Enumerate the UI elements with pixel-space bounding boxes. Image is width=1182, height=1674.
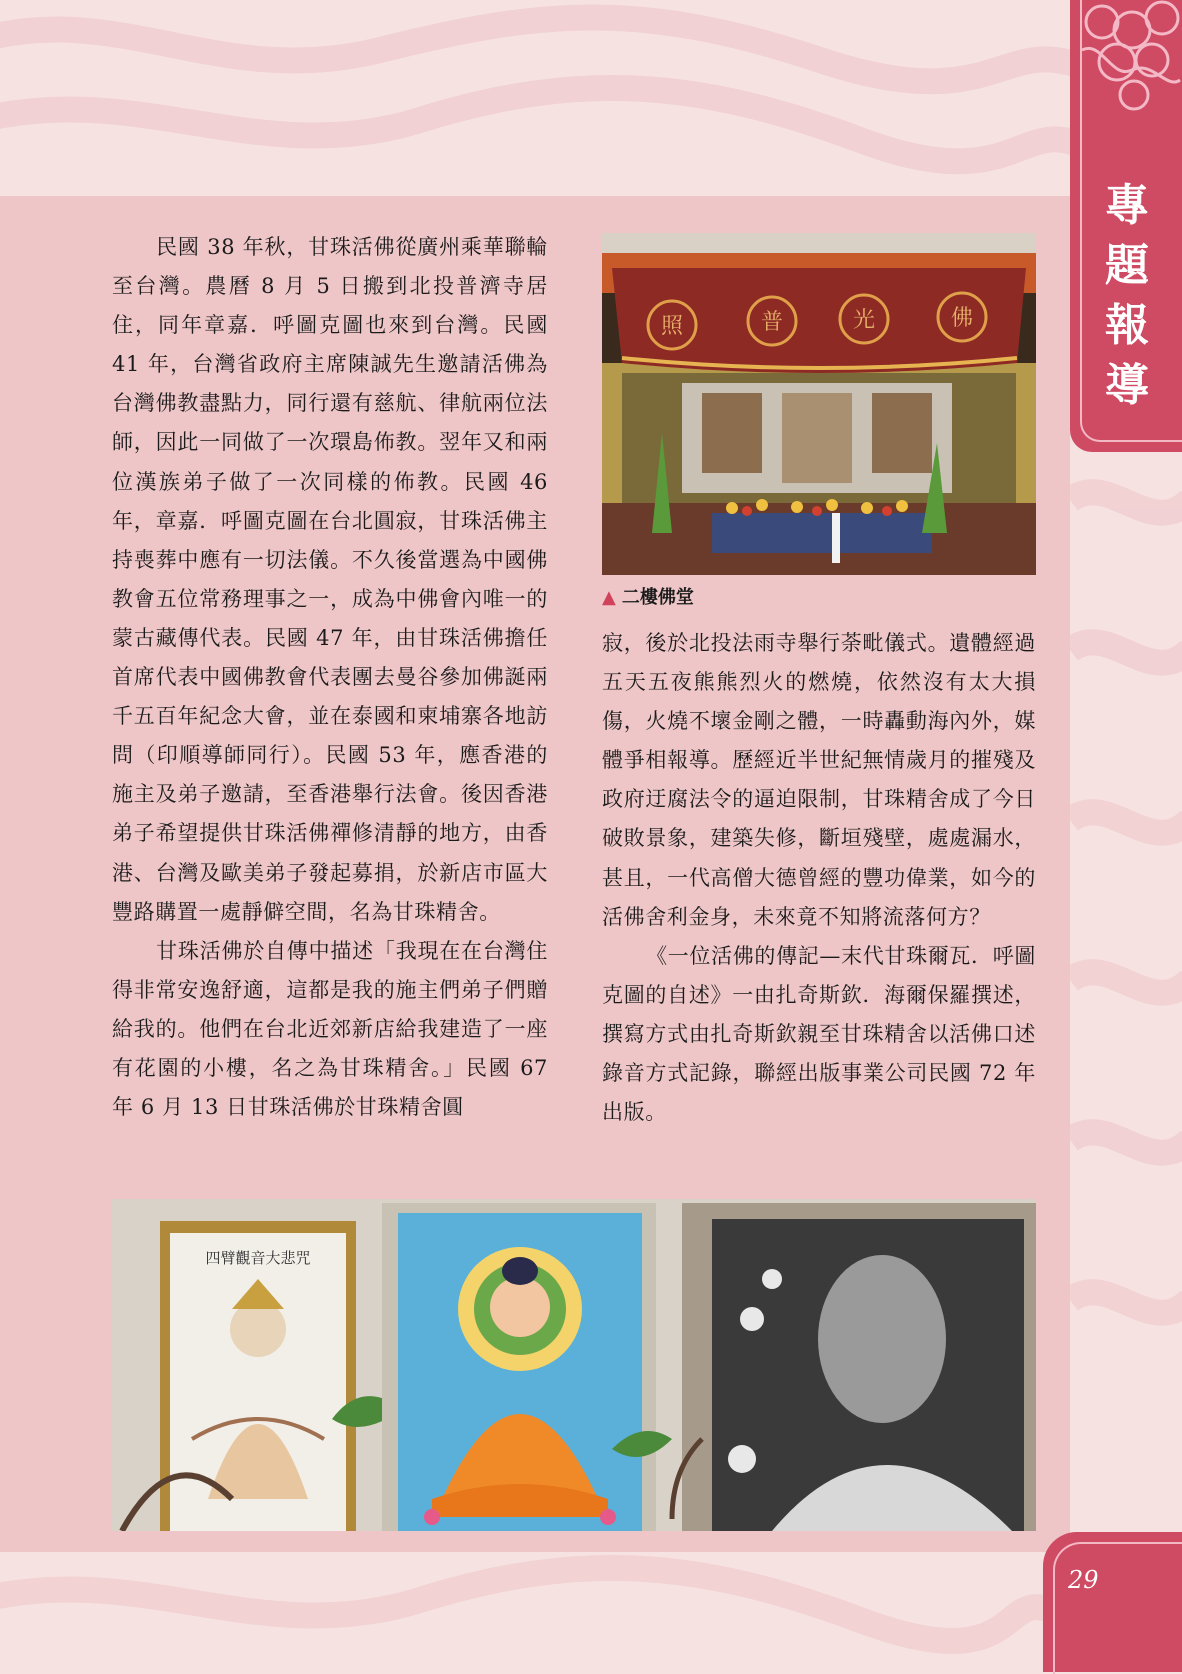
ornament-icon [1072, 0, 1182, 120]
triangle-icon: ▲ [602, 587, 616, 608]
banner-char: 照 [660, 314, 684, 339]
banner-char: 光 [852, 308, 876, 333]
banner-char: 佛 [950, 306, 974, 331]
framed-pictures-photo [112, 1199, 1036, 1531]
article-left-column [112, 228, 548, 1127]
article-right-column [602, 624, 1036, 1132]
paragraph: 甘珠活佛於自傳中描述「我現在在台灣住得非常安逸舒適，這都是我的施主們弟子們贈給我的。他們在台北近郊新店給我建造了一座有花園的小樓，名之為甘珠精舍。」民國 67 年 6 月 13 日甘珠活佛於甘珠精舍圓 [112, 938, 548, 1120]
photo-caption [602, 583, 694, 609]
paragraph: 寂，後於北投法雨寺舉行荼毗儀式。遺體經過五天五夜熊熊烈火的燃燒，依然沒有太大損傷，火燒不壞金剛之體，一時轟動海內外，媒體爭相報導。歷經近半世紀無情歲月的摧殘及政府迂腐法令的逼迫限制，甘珠精舍成了今日破敗景象，建築失修，斷垣殘壁，處處漏水，甚且，一代高僧大德曾經的豐功偉業，如今的活佛舍利金身，未來竟不知將流落何方？ [602, 631, 1036, 929]
frame-header-text: 四臂觀音大悲咒 [205, 1249, 311, 1267]
banner-char: 普 [760, 310, 784, 335]
caption-text: 二樓佛堂 [621, 587, 694, 608]
page-number: 29 [1068, 1566, 1099, 1594]
paragraph: 《一位活佛的傳記—末代甘珠爾瓦．呼圖克圖的自述》一由扎奇斯欽．海爾保羅撰述，撰寫方式由扎奇斯欽親至甘珠精舍以活佛口述錄音方式記錄，聯經出版事業公司民國 72 年出版。 [602, 943, 1036, 1125]
page-number-tab-border [1053, 1542, 1182, 1674]
paragraph: 民國 38 年秋，甘珠活佛從廣州乘華聯輪至台灣。農曆 8 月 5 日搬到北投普濟寺居住，同年章嘉．呼圖克圖也來到台灣。民國 41 年，台灣省政府主席陳誠先生邀請活佛為台灣佛教盡點力，同行還有慈航、律航兩位法師，因此一同做了一次環島佈教。翌年又和兩位漢族弟子做了一次同樣的佈教。民國 46 年，章嘉．呼圖克圖在台北圓寂，甘珠活佛主持喪葬中應有一切法儀。不久後當選為中國佛教會五位常務理事之一，成為中佛會內唯一的蒙古藏傳代表。民國 47 年，由甘珠活佛擔任首席代表中國佛教會代表團去曼谷參加佛誕兩千五百年紀念大會，並在泰國和柬埔寨各地訪問（印順導師同行）。民國 53 年，應香港的施主及弟子邀請，至香港舉行法會。後因香港弟子希望提供甘珠活佛禪修清靜的地方，由香港、台灣及歐美弟子發起募捐，於新店市區大豐路購置一處靜僻空間，名為甘珠精舍。 [112, 235, 548, 924]
section-title: 專題報導 [1105, 180, 1149, 411]
shrine-hall-photo [602, 233, 1036, 575]
